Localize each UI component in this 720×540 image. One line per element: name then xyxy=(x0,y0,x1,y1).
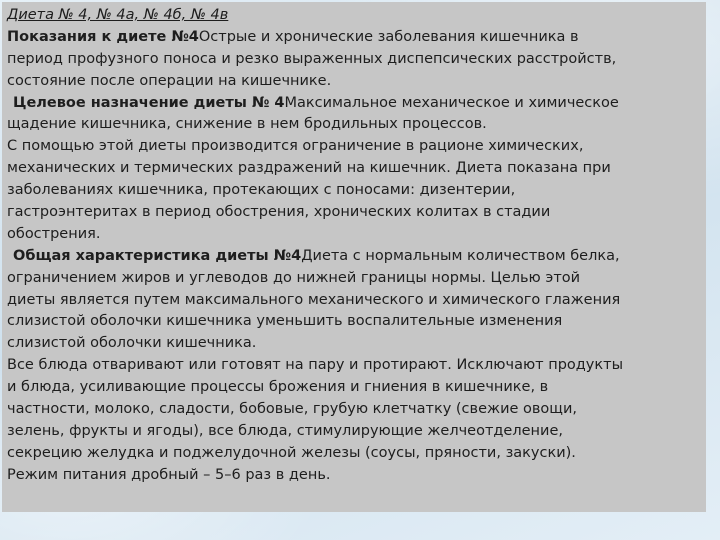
restriction-line-3: заболеваниях кишечника, протекающих с поносами: дизентерии, xyxy=(7,182,516,199)
purpose-label: Целевое назначение диеты № 4 xyxy=(13,94,285,111)
indications-line-1 xyxy=(7,27,702,49)
general-line-5: слизистой оболочки кишечника. xyxy=(7,335,257,352)
slide-title: Диета № 4, № 4а, № 4б, № 4в xyxy=(7,7,229,23)
restriction-line-2: механических и термических раздражений на кишечник. Диета показана при xyxy=(7,160,611,177)
text-panel xyxy=(2,2,706,512)
general-line-1 xyxy=(7,246,702,268)
cooking-line-6: Режим питания дробный – 5–6 раз в день. xyxy=(7,466,331,483)
restriction-line-5: обострения. xyxy=(7,225,101,242)
cooking-line-3: частности, молоко, сладости, бобовые, грубую клетчатку (свежие овощи, xyxy=(7,401,577,418)
indications-line-3: состояние после операции на кишечнике. xyxy=(7,72,332,89)
general-text-1: Диета с нормальным количеством белка, xyxy=(301,247,620,264)
cooking-line-5: секрецию желудка и поджелудочной железы (соусы, пряности, закуски). xyxy=(7,444,576,461)
purpose-text-1: Максимальное механическое и химическое xyxy=(284,94,619,111)
general-line-3: диеты является путем максимального механического и химического глажения xyxy=(7,291,621,308)
indications-line-2: период профузного поноса и резко выраженных диспепсических расстройств, xyxy=(7,50,617,67)
general-line-4: слизистой оболочки кишечника уменьшить воспалительные изменения xyxy=(7,313,563,330)
cooking-line-4: зелень, фрукты и ягоды), все блюда, стимулирующие желчеотделение, xyxy=(7,422,563,439)
restriction-line-1: С помощью этой диеты производится ограничение в рационе химических, xyxy=(7,138,584,155)
general-label: Общая характеристика диеты №4 xyxy=(13,247,302,264)
purpose-line-1 xyxy=(7,93,702,115)
general-line-2: ограничением жиров и углеводов до нижней границы нормы. Целью этой xyxy=(7,269,581,286)
slide-text xyxy=(7,5,702,487)
cooking-line-1: Все блюда отваривают или готовят на пару и протирают. Исключают продукты xyxy=(7,357,624,374)
indications-label: Показания к диете №4 xyxy=(7,28,199,45)
cooking-line-2: и блюда, усиливающие процессы брожения и гниения в кишечнике, в xyxy=(7,379,549,396)
restriction-line-4: гастроэнтеритах в период обострения, хронических колитах в стадии xyxy=(7,204,551,221)
purpose-line-2: щадение кишечника, снижение в нем бродильных процессов. xyxy=(7,116,487,133)
indications-text-1: Острые и хронические заболевания кишечника в xyxy=(198,28,579,45)
